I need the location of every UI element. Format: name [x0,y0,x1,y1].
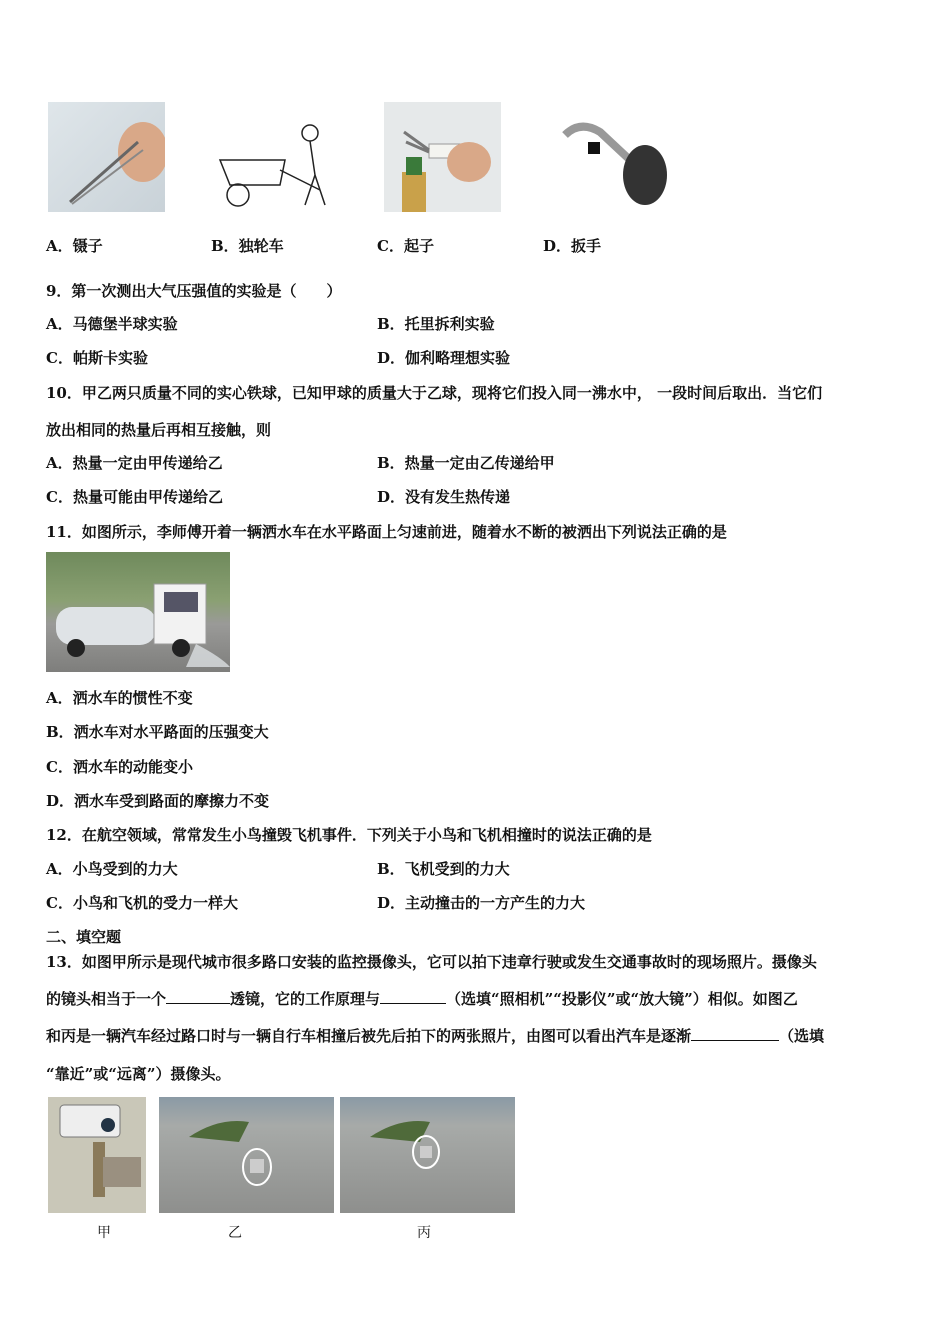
q13-text: 和丙是一辆汽车经过路口时与一辆自行车相撞后被先后拍下的两张照片，由图可以看出汽车是逐渐 [46,1027,692,1045]
wheelbarrow-image [210,115,340,210]
q11-option-c: C．洒水车的动能变小 [46,758,193,776]
q9-option-d: D．伽利略理想实验 [377,349,511,367]
q13-line3 [46,1026,824,1046]
q12-option-c: C．小鸟和飞机的受力一样大 [46,894,238,912]
q8-option-d: D．扳手 [543,237,602,255]
q11-option-b: B．洒水车对水平路面的压强变大 [46,723,269,741]
q11-option-a: A．洒水车的惯性不变 [46,689,193,707]
q11-option-d: D．洒水车受到路面的摩擦力不变 [46,792,270,810]
q12-option-b: B．飞机受到的力大 [377,860,510,878]
q9-option-a: A．马德堡半球实验 [46,315,178,333]
q10-stem-line2: 放出相同的热量后再相互接触，则 [46,421,272,439]
sprinkler-truck-image [46,552,230,672]
answer-blank-2[interactable] [380,989,446,1004]
q13-text: （选填 [779,1027,825,1045]
q13-text: （选填“照相机”“投影仪”或“放大镜”）相似。如图乙 [446,990,798,1008]
q8-option-b: B．独轮车 [211,237,284,255]
tweezers-image [48,102,165,212]
q10-option-a: A．热量一定由甲传递给乙 [46,454,223,472]
q13-text: 透镜，它的工作原理与 [230,990,381,1008]
q10-option-b: B．热量一定由乙传递给甲 [377,454,555,472]
caption-yi: 乙 [228,1225,242,1241]
caption-jia: 甲 [97,1225,111,1241]
caption-bing: 丙 [417,1225,431,1241]
q12-option-a: A．小鸟受到的力大 [46,860,178,878]
q8-option-a: A．镊子 [46,237,103,255]
q10-option-c: C．热量可能由甲传递给乙 [46,488,223,506]
q12-stem: 12．在航空领域，常常发生小鸟撞毁飞机事件．下列关于小鸟和飞机相撞时的说法正确的是 [46,826,652,844]
q9-option-c: C．帕斯卡实验 [46,349,148,367]
q13-text: 的镜头相当于一个 [46,990,167,1008]
camera-image [48,1097,146,1213]
q8-option-c: C．起子 [377,237,434,255]
road-photo-bing [340,1097,515,1213]
road-photo-yi [159,1097,334,1213]
wrench-image [560,120,670,208]
bottle-opener-image [384,102,501,212]
q9-option-b: B．托里拆利实验 [377,315,495,333]
q13-line2 [46,989,798,1009]
answer-blank-1[interactable] [166,989,230,1004]
q10-option-d: D．没有发生热传递 [377,488,511,506]
q12-option-d: D．主动撞击的一方产生的力大 [377,894,586,912]
q13-line4: “靠近”或“远离”）摄像头。 [46,1065,231,1083]
section-heading: 二、填空题 [46,928,122,946]
q13-line1: 13．如图甲所示是现代城市很多路口安装的监控摄像头，它可以拍下违章行驶或发生交通事故时的现场照片。摄像头 [46,953,817,971]
q10-stem-line1: 10．甲乙两只质量不同的实心铁球，已知甲球的质量大于乙球，现将它们投入同一沸水中， 一段时间后取出．当它们 [46,384,823,402]
q9-stem: 9．第一次测出大气压强值的实验是（ ） [46,282,342,300]
answer-blank-3[interactable] [691,1026,779,1041]
q11-stem: 11．如图所示，李师傅开着一辆洒水车在水平路面上匀速前进，随着水不断的被洒出下列说法正确的是 [46,523,727,541]
